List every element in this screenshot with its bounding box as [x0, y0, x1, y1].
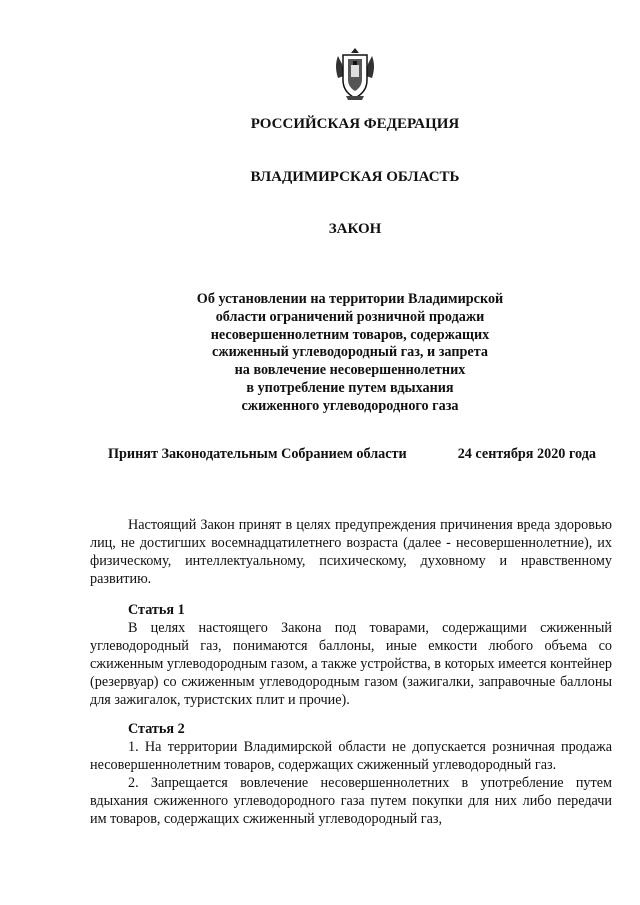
preamble-section: [90, 517, 612, 589]
document-type-heading: ЗАКОН: [328, 221, 382, 237]
law-title-line: несовершеннолетним товаров, содержащих: [210, 326, 490, 343]
article-1-paragraph: В целях настоящего Закона под товарами, содержащими сжиженный углеводородный газ, понимаются баллоны, иные емкости любого объема со сжиженным углеводородным газом, а также устройства, в которых имеется контейнер (резервуар) со сжиженным углеводородным газом (зажигалки, заправочные баллоны для зажигалок, туристских плит и прочие).: [90, 619, 612, 708]
law-title-line: области ограничений розничной продажи: [215, 308, 485, 325]
law-title-line: сжиженного углеводородного газа: [241, 397, 459, 414]
article-2-paragraph-1: 1. На территории Владимирской области не допускается розничная продажа несовершеннолетним товаров, содержащих сжиженный углеводородный газ.: [90, 738, 612, 773]
adoption-line: [108, 446, 596, 463]
preamble-paragraph: Настоящий Закон принят в целях предупреждения причинения вреда здоровью лиц, не достигших восемнадцатилетнего возраста (далее - несовершеннолетние), их физическому, интеллектуальному, психическому, духовному и нравственному развитию.: [90, 517, 612, 587]
adoption-date: 24 сентября 2020 года: [457, 446, 596, 462]
article-2-paragraph-2: 2. Запрещается вовлечение несовершеннолетних в употребление путем вдыхания сжиженного углеводородного газа путем покупки для них либо передачи им товаров, содержащих сжиженный углеводородный газ,: [90, 774, 612, 827]
law-title: [150, 291, 550, 416]
country-heading: РОССИЙСКАЯ ФЕДЕРАЦИЯ: [250, 116, 460, 132]
region-heading: ВЛАДИМИРСКАЯ ОБЛАСТЬ: [250, 169, 460, 185]
law-title-line: сжиженный углеводородный газ, и запрета: [212, 344, 488, 361]
coat-of-arms-emblem: [332, 46, 378, 102]
law-title-line: Об установлении на территории Владимирской: [196, 291, 504, 307]
article-2-heading: Статья 2: [128, 721, 185, 737]
adopting-body: Принят Законодательным Собранием области: [108, 446, 407, 462]
law-title-line: на вовлечение несовершеннолетних: [234, 362, 466, 379]
article-1-section: [90, 602, 612, 709]
law-title-line: в употребление путем вдыхания: [246, 379, 454, 396]
article-1-heading: Статья 1: [128, 602, 185, 618]
article-2-section: [90, 721, 612, 828]
